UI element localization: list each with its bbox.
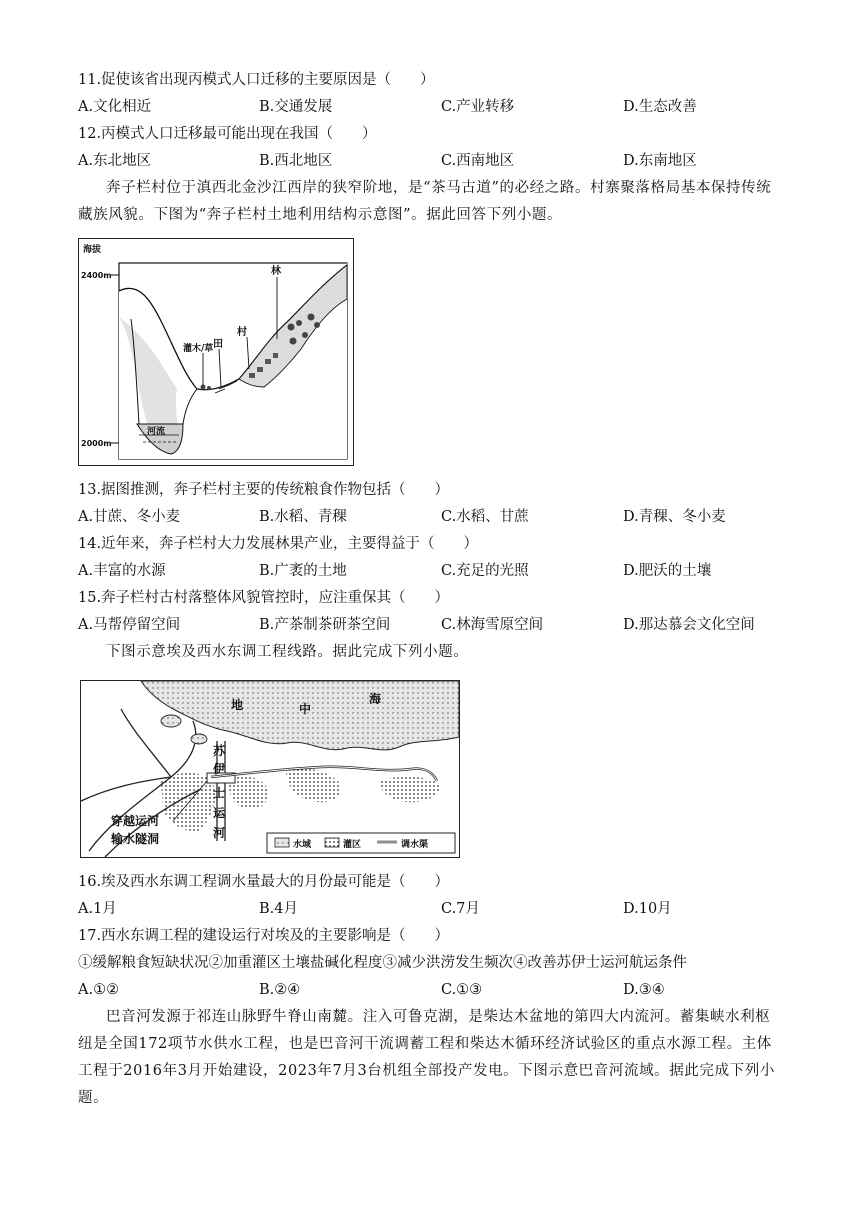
shrub-label: 灌木/草 [183,344,214,354]
diversion-map-svg [81,681,459,857]
village-label: 村 [237,327,247,338]
tunnel-label-1: 穿越运河 [111,814,160,828]
egypt-water-diversion-map [80,680,460,858]
legend-water-label: 水域 [293,840,312,850]
legend-water-swatch [275,838,289,847]
q14-option-c: C.充足的光照 [441,563,529,579]
passage-egypt-intro: 下图示意埃及西水东调工程线路。据此完成下列小题。 [106,644,469,660]
q13-option-d: D.青稞、冬小麦 [623,509,726,525]
q17-option-d: D.③④ [623,982,665,998]
tunnel-label-2: 输水隧洞 [111,832,160,846]
passage-bayin-river [78,1004,783,1112]
q15-option-a: A.马帮停留空间 [78,617,181,633]
question-15-stem: 15.奔子栏村古村落整体风貌管控时，应注重保其（ ） [78,590,450,606]
q14-option-d: D.肥沃的土壤 [623,563,712,579]
q11-option-c: C.产业转移 [441,99,515,115]
question-12-stem: 12.丙模式人口迁移最可能出现在我国（ ） [78,126,377,142]
canal-label-5: 河 [213,826,226,840]
canal-label-2: 伊 [213,762,226,776]
q17-option-c: C.①③ [441,982,483,998]
q13-option-a: A.甘蔗、冬小麦 [78,509,181,525]
q17-option-a: A.①② [78,982,120,998]
river-label: 河流 [147,427,166,437]
q12-option-c: C.西南地区 [441,153,515,169]
q11-option-b: B.交通发展 [259,99,333,115]
q16-option-a: A.1月 [78,901,117,917]
map-legend [267,833,455,853]
legend-irrigation-label: 灌区 [343,840,362,850]
legend-irrigation-swatch [325,838,339,847]
q14-option-a: A.丰富的水源 [78,563,166,579]
q15-option-c: C.林海雪原空间 [441,617,544,633]
cross-section-svg [79,239,353,465]
passage-bayin-river-text: 巴音河发源于祁连山脉野牛脊山南麓。注入可鲁克湖，是柴达木盆地的第四大内流河。蓄集峡水利枢纽是全国172项节水供水工程，也是巴音河干流调蓄工程和柴达木循环经济试验区的重点水源工程。主体工程于2016年3月开始建设，2023年7月3台机组全部投产发电。下图示意巴音河流域。据此完成下列小题。 [78,1009,775,1106]
q16-option-c: C.7月 [441,901,480,917]
q11-option-a: A.文化相近 [78,99,152,115]
question-13-stem: 13.据图推测，奔子栏村主要的传统粮食作物包括（ ） [78,482,450,498]
q15-option-d: D.那达慕会文化空间 [623,617,755,633]
q16-option-d: D.10月 [623,901,672,917]
canal-label-3: 士 [213,786,226,800]
land-use-cross-section-figure [78,238,354,466]
tick-2400m: 2400m [81,271,112,280]
elevation-axis-title: 海拔 [83,245,102,255]
q14-option-b: B.广袤的土地 [259,563,347,579]
sea-label-3: 海 [369,692,382,706]
forest-label: 林 [271,266,281,277]
question-11-stem: 11.促使该省出现丙模式人口迁移的主要原因是（ ） [78,72,435,88]
q11-option-d: D.生态改善 [623,99,697,115]
legend-channel-label: 调水渠 [401,840,429,850]
q13-option-b: B.水稻、青稞 [259,509,347,525]
q12-option-d: D.东南地区 [623,153,697,169]
question-14-stem: 14.近年来，奔子栏村大力发展林果产业，主要得益于（ ） [78,536,479,552]
irrigated-areas [161,768,441,831]
tick-2000m: 2000m [81,439,112,448]
sea-label-1: 地 [231,698,244,712]
question-17-stem: 17.西水东调工程的建设运行对埃及的主要影响是（ ） [78,928,450,944]
passage-benzilan [78,175,783,229]
q12-option-b: B.西北地区 [259,153,333,169]
q15-option-b: B.产茶制茶研茶空间 [259,617,391,633]
canal-label-1: 苏 [213,744,226,758]
passage-benzilan-text: 奔子栏村位于滇西北金沙江西岸的狭窄阶地，是“茶马古道”的必经之路。村寨聚落格局基本保持传统藏族风貌。下图为“奔子栏村土地利用结构示意图”。据此回答下列小题。 [78,180,772,223]
q13-option-c: C.水稻、甘蔗 [441,509,529,525]
sea-label-2: 中 [299,702,312,716]
question-16-stem: 16.埃及西水东调工程调水量最大的月份最可能是（ ） [78,874,450,890]
q17-choices: ①缓解粮食短缺状况②加重灌区土壤盐碱化程度③减少洪涝发生频次④改善苏伊士运河航运条件 [78,955,687,971]
q17-option-b: B.②④ [259,982,301,998]
field-label: 田 [213,339,223,350]
q16-option-b: B.4月 [259,901,298,917]
canal-label-4: 运 [213,806,226,820]
q12-option-a: A.东北地区 [78,153,152,169]
